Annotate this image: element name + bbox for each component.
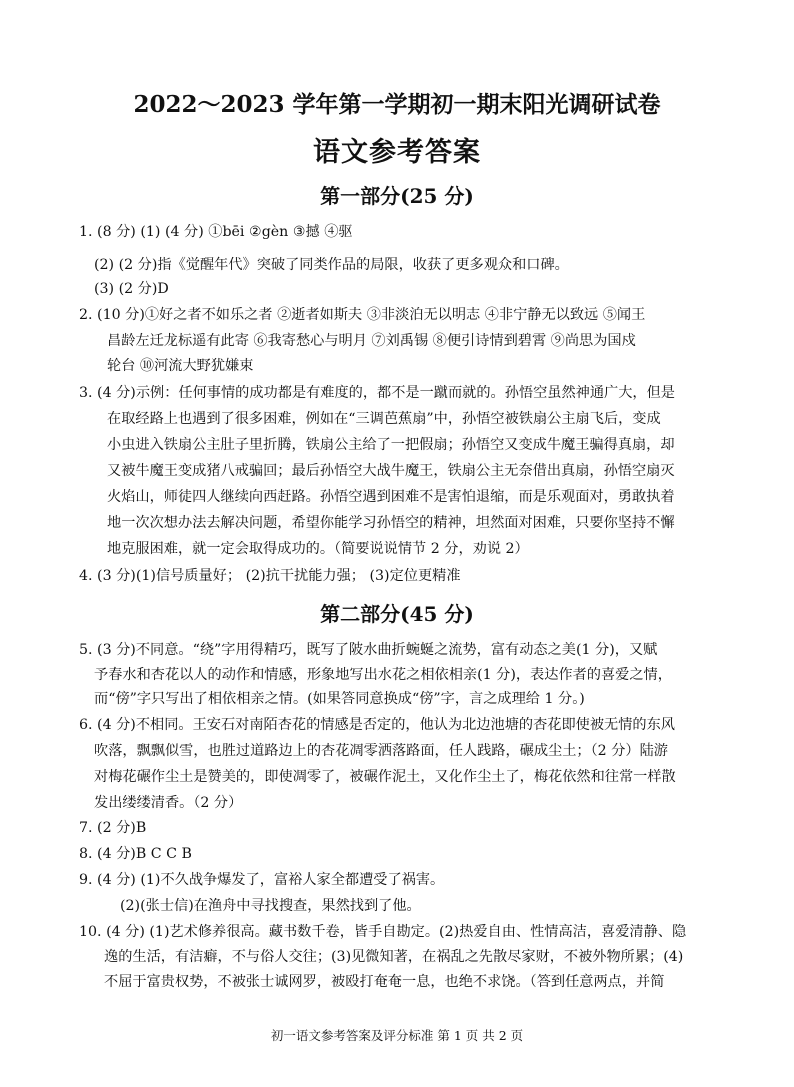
q3-line2: 在取经路上也遇到了很多困难，例如在“三调芭蕉扇”中，孙悟空被铁扇公主扇飞后，变成 [107, 411, 661, 427]
q2-line1: 2. (10 分)①好之者不如乐之者 ②逝者如斯夫 ③非淡泊无以明志 ④非宁静无以致远 ⑤闻王 [79, 307, 646, 323]
q3-line1: 3. (4 分)示例：任何事情的成功都是有难度的，都不是一蹴而就的。孙悟空虽然神通广大，但是 [79, 385, 675, 401]
q4-line1: 4. (3 分)(1)信号质量好； (2)抗干扰能力强； (3)定位更精准 [79, 568, 461, 584]
q6-line2: 吹落，飘飘似雪，也胜过道路边上的杏花凋零洒落路面，任人践路，碾成尘土；（2 分）陆游 [94, 743, 668, 759]
q7-line1: 7. (2 分)B [79, 820, 147, 836]
q10-line3: 不屈于富贵权势，不被张士诚网罗，被殴打奄奄一息，也绝不求饶。（答到任意两点，并简 [104, 974, 665, 990]
part1-heading: 第一部分(25 分) [320, 184, 474, 208]
q6-line4: 发出缕缕清香。（2 分） [94, 795, 243, 811]
part2-heading: 第二部分(45 分) [320, 602, 474, 626]
q6-line3: 对梅花碾作尘土是赞美的，即使凋零了，被碾作泥土，又化作尘土了，梅花依然和往常一样散 [94, 769, 676, 785]
q1-line2: (2) (2 分)指《觉醒年代》突破了同类作品的局限，收获了更多观众和口碑。 [94, 257, 569, 273]
q5-line3: 而“傍”字只写出了相依相亲之情。(如果答同意换成“傍”字，言之成理给 1 分。) [94, 691, 585, 707]
q3-line6: 地一次次想办法去解决问题，希望你能学习孙悟空的精神，坦然面对困难，只要你坚持不懈 [107, 515, 675, 531]
q5-line2: 予春水和杏花以人的动作和情感，形象地写出水花之相依相亲(1 分)，表达作者的喜爱之情， [94, 667, 672, 683]
q6-line1: 6. (4 分)不相同。王安石对南陌杏花的情感是否定的，他认为北边池塘的杏花即使被无情的东风 [79, 717, 675, 733]
q3-line7: 地克服困难，就一定会取得成功的。（简要说说情节 2 分，劝说 2） [107, 541, 529, 557]
q10-line1: 10. (4 分) (1)艺术修养很高。藏书数千卷，皆手自勘定。(2)热爱自由、性情高洁，喜爱清静、隐 [79, 924, 687, 940]
q2-line3: 轮台 ⑩河流大野犹嫌束 [107, 358, 254, 374]
q3-line4: 又被牛魔王变成猪八戒骗回；最后孙悟空大战牛魔王，铁扇公主无奈借出真扇，孙悟空扇灭 [107, 463, 675, 479]
q3-line3: 小虫进入铁扇公主肚子里折腾，铁扇公主给了一把假扇；孙悟空又变成牛魔王骗得真扇，却 [107, 437, 675, 453]
q10-line2: 逸的生活，有洁癖，不与俗人交往；(3)见微知著，在祸乱之先散尽家财，不被外物所累；(4) [104, 949, 684, 965]
exam-title: 2022～2023 学年第一学期初一期末阳光调研试卷 [133, 91, 661, 118]
q1-line3: (3) (2 分)D [94, 281, 169, 297]
q5-line1: 5. (3 分)不同意。“绕”字用得精巧，既写了陂水曲折蜿蜒之流势，富有动态之美(1 分)，又赋 [79, 642, 658, 658]
q1-line1: 1. (8 分) (1) (4 分) ①bēi ②gèn ③撼 ④驱 [79, 224, 353, 240]
q3-line5: 火焰山，师徒四人继续向西赶路。孙悟空遇到困难不是害怕退缩，而是乐观面对，勇敢执着 [107, 489, 675, 505]
page-footer: 初一语文参考答案及评分标准 第 1 页 共 2 页 [270, 1028, 524, 1043]
q2-line2: 昌龄左迁龙标遥有此寄 ⑥我寄愁心与明月 ⑦刘禹锡 ⑧便引诗情到碧霄 ⑨尚思为国戍 [107, 333, 636, 349]
q9-line1: 9. (4 分) (1)不久战争爆发了，富裕人家全都遭受了祸害。 [79, 872, 445, 888]
document-subtitle: 语文参考答案 [313, 137, 481, 168]
q8-line1: 8. (4 分)B C C B [79, 846, 192, 862]
q9-line2: (2)(张士信)在渔舟中寻找搜查，果然找到了他。 [120, 898, 421, 914]
